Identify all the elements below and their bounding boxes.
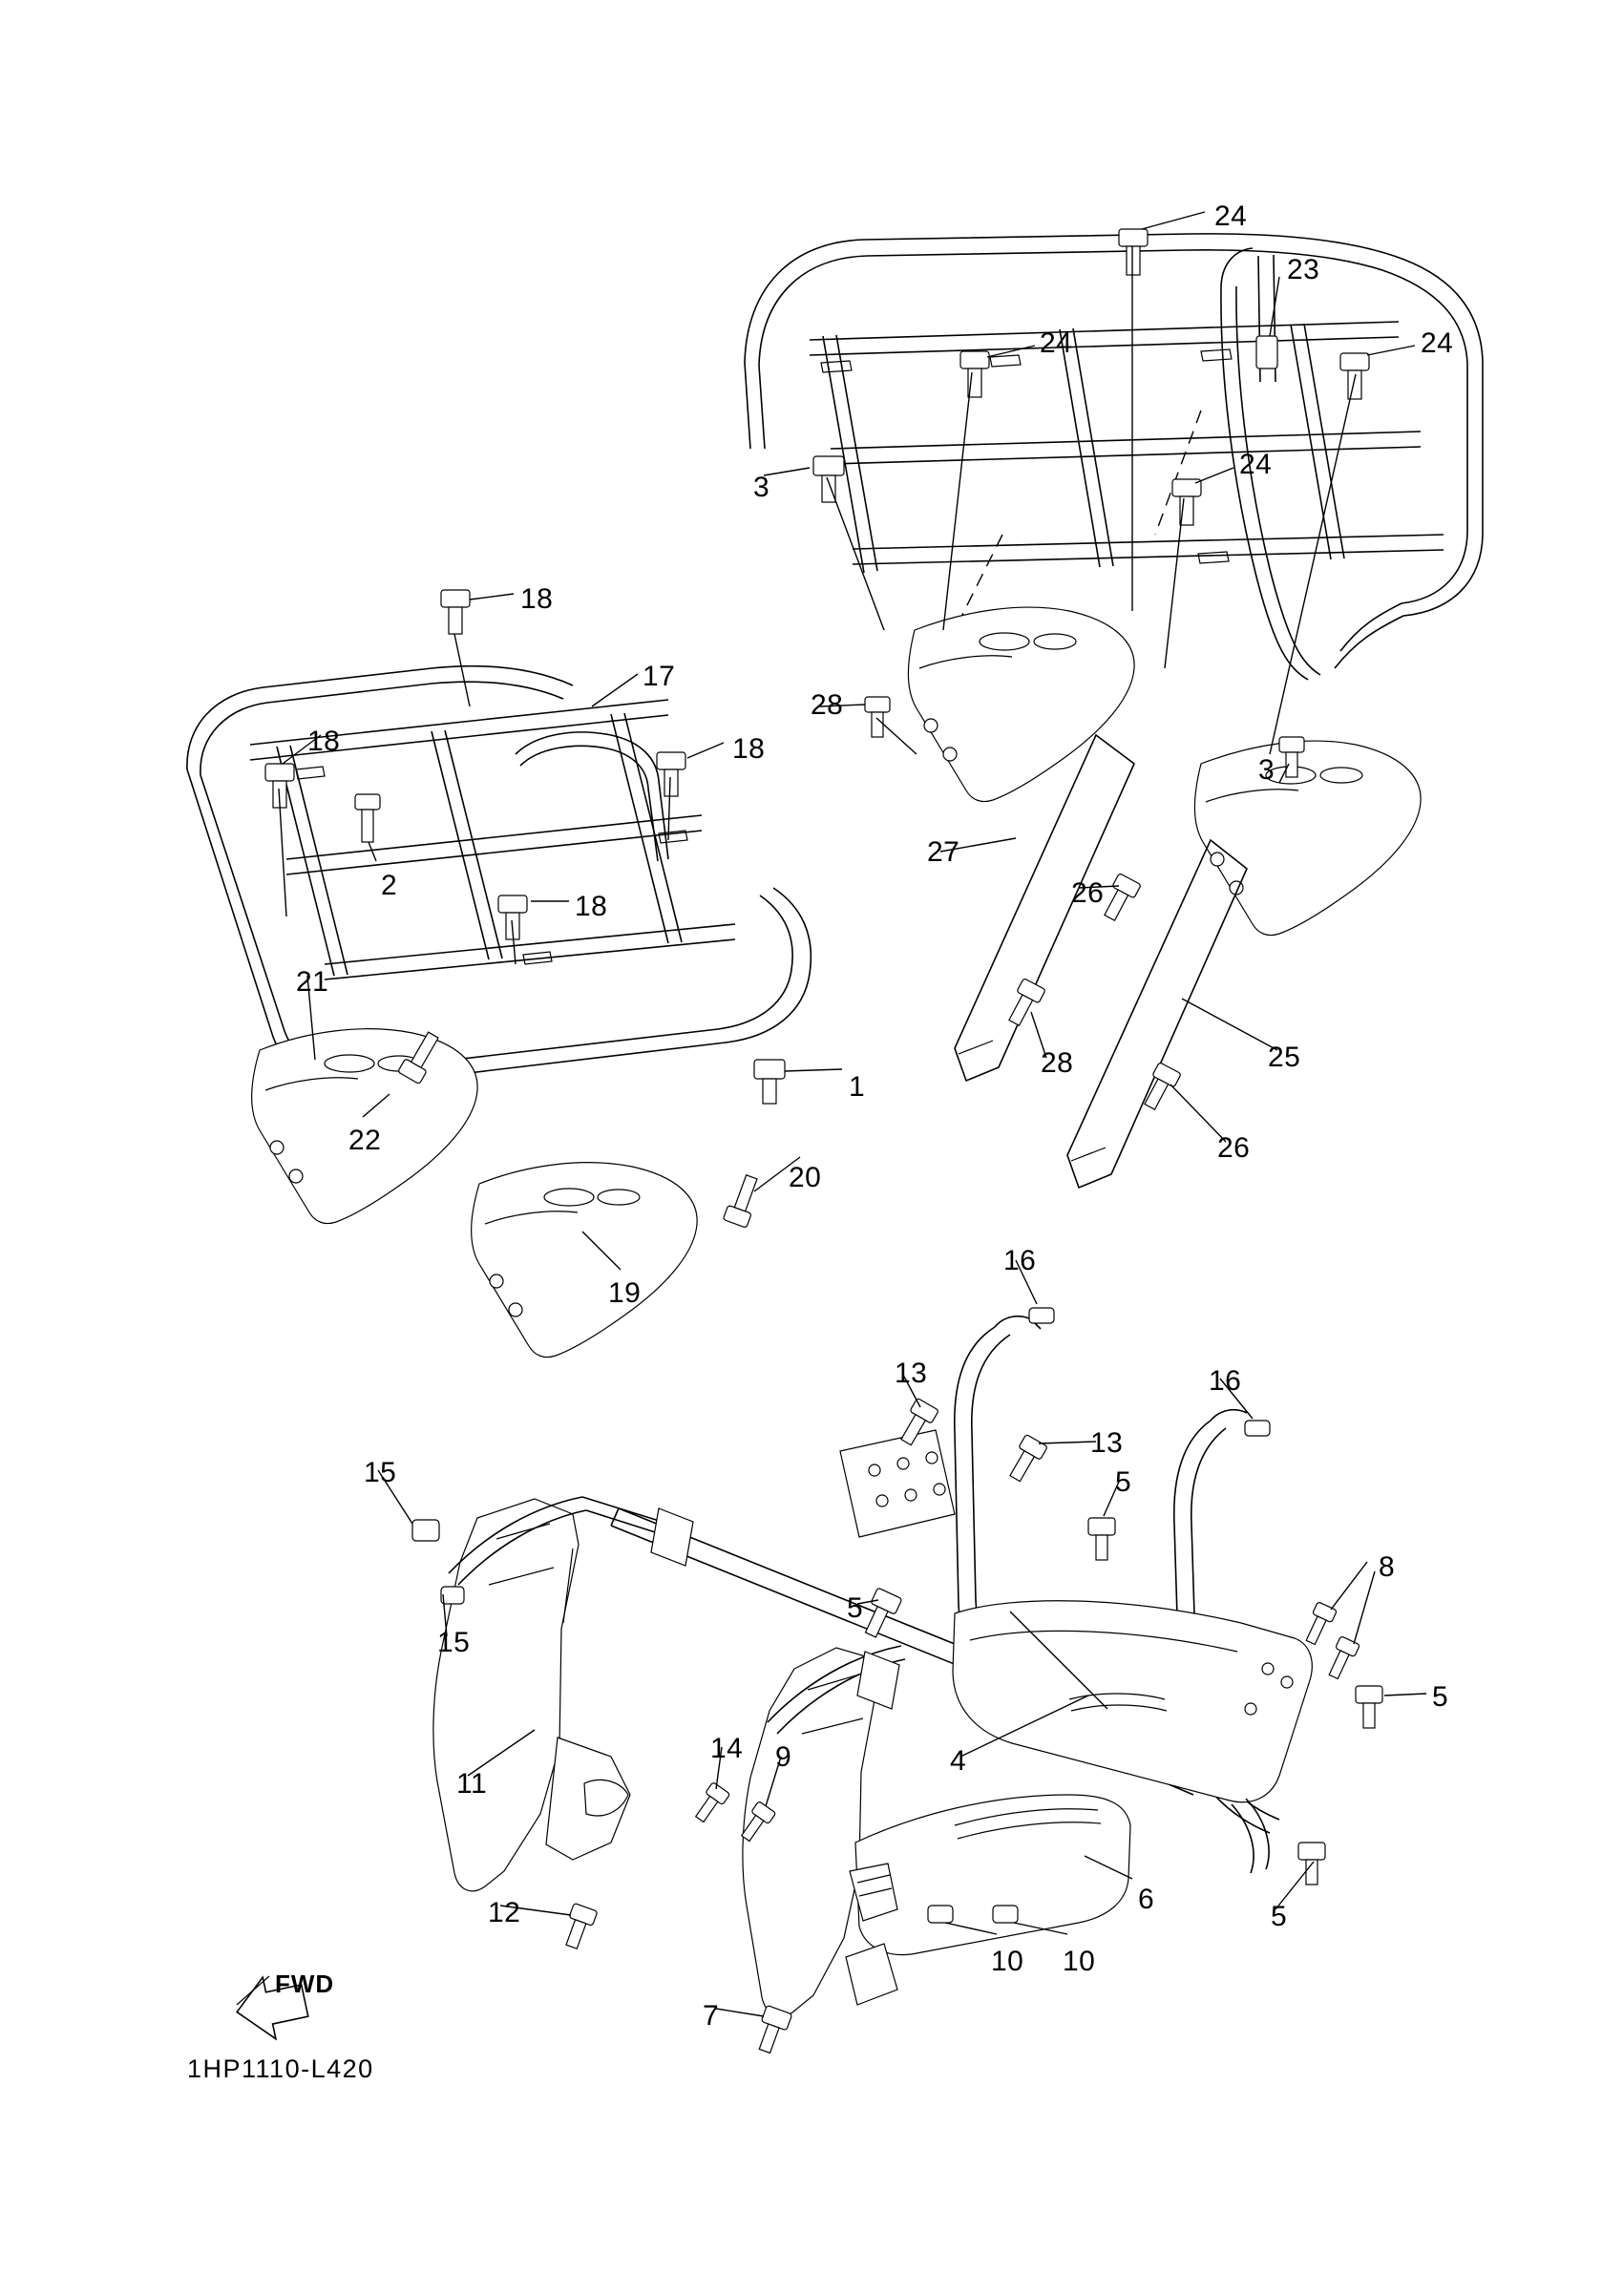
callout-3: 3 [753, 472, 770, 503]
callout-21: 21 [296, 966, 329, 998]
callout-24: 24 [1040, 327, 1073, 359]
callout-13: 13 [1090, 1427, 1124, 1459]
callout-1: 1 [849, 1071, 866, 1103]
callout-2: 2 [381, 870, 398, 901]
callout-15: 15 [364, 1457, 397, 1488]
part-code-label: 1HP1110-L420 [187, 2054, 374, 2083]
callout-5: 5 [1115, 1466, 1132, 1498]
callout-14: 14 [710, 1733, 744, 1764]
callout-22: 22 [348, 1125, 382, 1156]
callout-18: 18 [307, 726, 341, 757]
callout-23: 23 [1287, 254, 1320, 285]
callout-16: 16 [1209, 1365, 1242, 1397]
callout-15: 15 [437, 1627, 471, 1658]
fwd-label: FWD [275, 1970, 335, 1998]
callout-11: 11 [456, 1768, 488, 1800]
front-bumper-assembly [433, 1317, 1312, 2017]
callout-24: 24 [1239, 449, 1273, 480]
callout-16: 16 [1003, 1245, 1037, 1276]
callout-4: 4 [950, 1745, 967, 1777]
callout-18: 18 [732, 733, 766, 765]
callout-5: 5 [1432, 1681, 1449, 1713]
callout-10: 10 [991, 1946, 1024, 1977]
callout-18: 18 [520, 583, 554, 615]
callout-26: 26 [1071, 877, 1105, 909]
callout-13: 13 [895, 1358, 928, 1389]
callout-8: 8 [1379, 1551, 1396, 1583]
callout-27: 27 [927, 836, 960, 868]
front-carrier-assembly [187, 666, 811, 1087]
callout-25: 25 [1268, 1042, 1301, 1073]
callout-24: 24 [1421, 327, 1454, 359]
callout-28: 28 [811, 689, 844, 721]
rear-carrier-assembly [745, 234, 1483, 680]
callout-19: 19 [608, 1277, 642, 1309]
callout-5: 5 [1271, 1901, 1288, 1932]
callout-12: 12 [488, 1897, 521, 1928]
callout-5: 5 [847, 1592, 864, 1624]
callout-20: 20 [789, 1162, 822, 1193]
callout-28: 28 [1041, 1047, 1074, 1079]
callout-24: 24 [1214, 200, 1248, 232]
callout-10: 10 [1063, 1946, 1096, 1977]
callout-26: 26 [1217, 1132, 1251, 1164]
callout-7: 7 [703, 2000, 720, 2032]
callout-3: 3 [1258, 754, 1275, 786]
callout-9: 9 [775, 1741, 792, 1773]
callout-18: 18 [575, 891, 608, 922]
callout-17: 17 [643, 661, 676, 692]
callout-6: 6 [1138, 1884, 1155, 1915]
